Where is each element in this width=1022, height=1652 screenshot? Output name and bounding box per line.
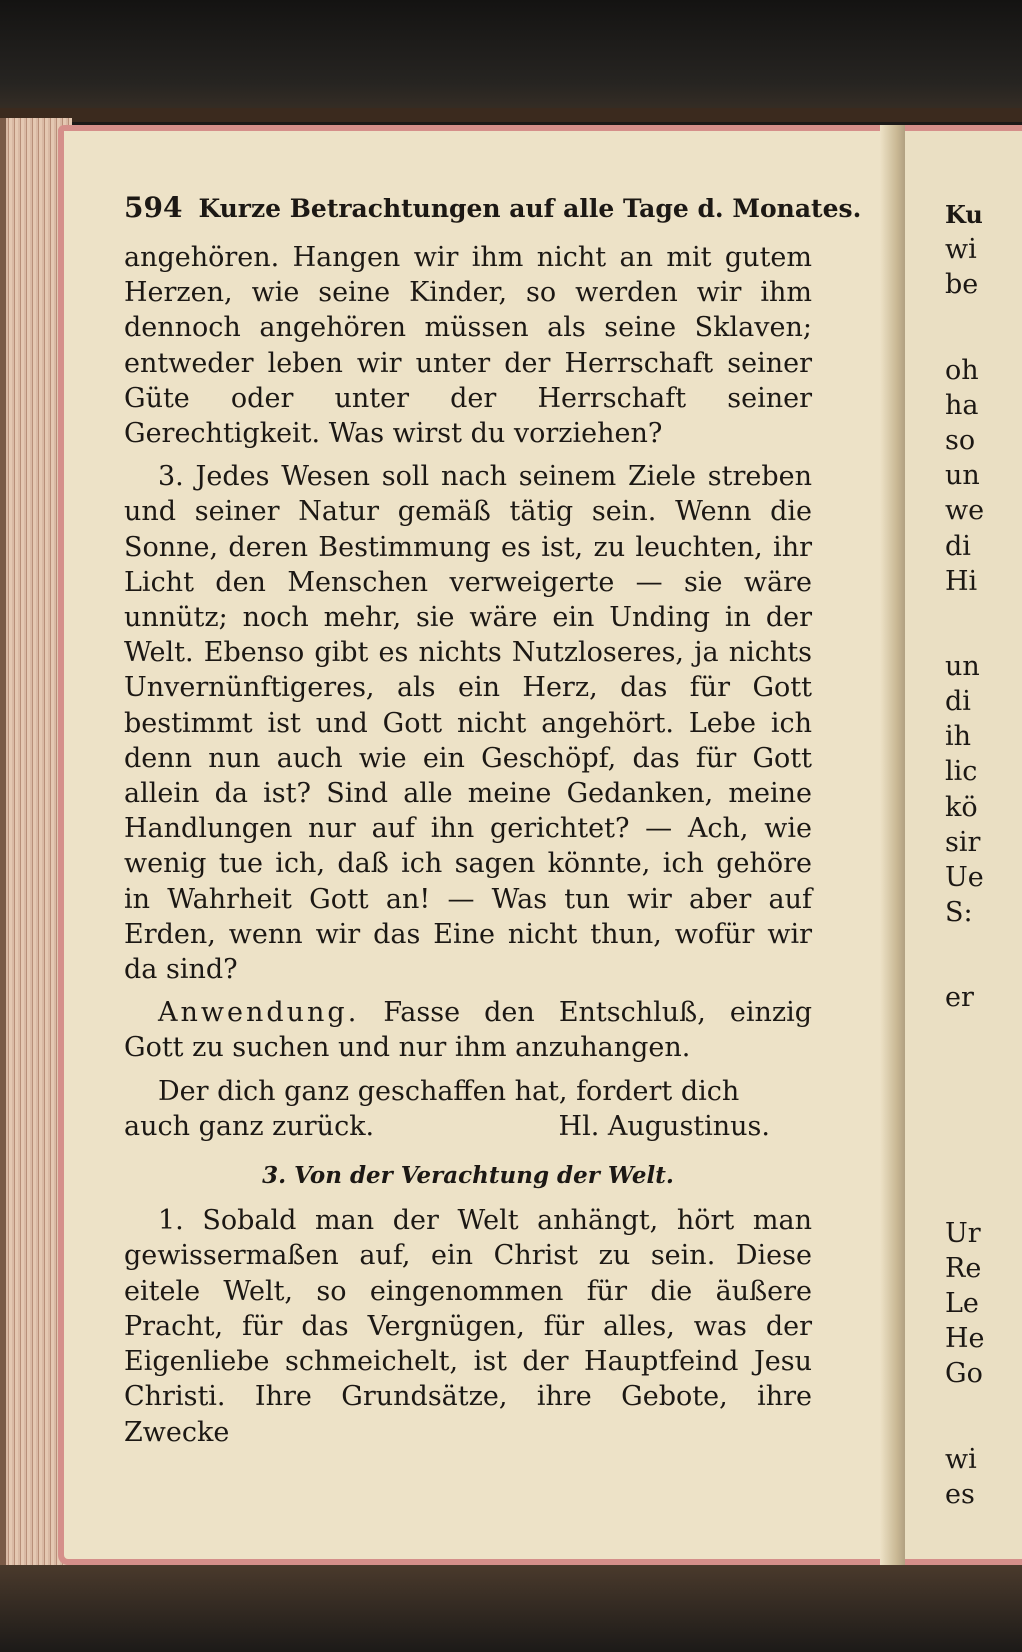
right-page-fragment: ha — [945, 389, 979, 421]
right-page-fragment: sir — [945, 826, 981, 858]
right-page-fragment: Go — [945, 1358, 983, 1390]
paragraph-section-3-point-1: 1. Sobald man der Welt anhängt, hört man gewissermaßen auf, ein Christ zu sein. Diese eitele Welt, so eingenommen für die äußere Pracht, für das Vergnügen, für alles, was der Eigenliebe schmeichelt, ist der Hauptfeind Jesu Christi. Ihre Grundsätze, ihre Gebote, ihre Zwecke — [124, 1205, 812, 1448]
running-head — [124, 190, 862, 240]
paragraph-point-3: 3. Jedes Wesen soll nach seinem Ziele streben und seiner Natur gemäß tätig sein. Wenn die Sonne, deren Bestimmung es ist, zu leuchten, ihr Licht den Menschen verweigerte — sie wäre unnütz; noch mehr, sie wäre ein Unding in der Welt. Ebenso gibt es nichts Nutzloseres, ja nichts Unvernünftigeres, als ein Herz, das für Gott bestimmt ist und Gott nicht angehört. Lebe ich denn nun auch wie ein Geschöpf, das für Gott allein da ist? Sind alle meine Gedanken, meine Handlungen nur auf ihn gerichtet? — Ach, wie wenig tue ich, daß ich sagen könnte, ich gehöre in Wahrheit Gott an! — Was tun wir aber auf Erden, wenn wir das Eine nicht thun, wofür wir da sind? — [124, 461, 812, 986]
quote-line-2 — [124, 1109, 812, 1144]
right-page-fragment: oh — [945, 354, 979, 386]
right-page — [905, 125, 1022, 1565]
right-page-fragment: Le — [945, 1287, 979, 1319]
application-label: Anwendung. — [158, 997, 360, 1029]
right-page-fragment: kö — [945, 791, 978, 823]
right-page-gap — [945, 599, 985, 649]
right-page-fragment: Ue — [945, 862, 984, 893]
right-page-fragment: un — [945, 460, 980, 492]
quote-author: Hl. Augustinus. — [558, 1110, 770, 1142]
right-page-gap — [945, 1016, 985, 1066]
book-gutter — [880, 125, 908, 1565]
book-cover-edge — [0, 108, 1022, 122]
section-title: 3. Von der Verachtung der Welt. — [262, 1162, 674, 1190]
right-page-fragment: di — [945, 686, 971, 718]
right-page-fragment: un — [945, 650, 980, 682]
right-page-gap — [945, 930, 985, 980]
dark-background-top — [0, 0, 1022, 118]
right-page-fragment: wi — [945, 1443, 977, 1475]
right-page-fragment: He — [945, 1323, 985, 1355]
running-head-title: Kurze Betrachtungen auf alle Tage d. Monates. — [198, 194, 862, 223]
right-page-fragment: lic — [945, 756, 978, 788]
right-page-fragment: ih — [945, 721, 972, 753]
right-page-gap — [945, 1066, 985, 1116]
right-page-fragment: di — [945, 530, 971, 562]
right-page-fragment: S: — [945, 897, 973, 929]
right-page-fragment: Hi — [945, 565, 978, 597]
right-page-fragment: Ur — [945, 1217, 981, 1249]
right-page-fragment: be — [945, 269, 979, 301]
right-page-fragment: Re — [945, 1252, 982, 1284]
right-page-gap — [945, 1166, 985, 1216]
right-page-fragment: so — [945, 424, 976, 456]
quote-text-end: auch ganz zurück. — [124, 1110, 375, 1142]
dark-background-bottom — [0, 1565, 1022, 1652]
left-page-text — [124, 190, 862, 1458]
right-page-text-fragments — [945, 197, 985, 1512]
right-page-fragment: es — [945, 1478, 975, 1510]
application-paragraph — [124, 995, 812, 1065]
paragraph-continuation: angehören. Hangen wir ihm nicht an mit gutem Herzen, wie seine Kinder, so werden wir ihm dennoch angehören müssen als seine Sklaven; entweder leben wir unter der Herrschaft seiner Güte oder unter der Herrschaft seiner Gerechtigkeit. Was wirst du vorziehen? — [124, 242, 812, 450]
right-page-fragment: Ku — [945, 200, 983, 229]
right-page-fragment: we — [945, 495, 985, 527]
page-number: 594 — [124, 191, 183, 224]
quote-line-1: Der dich ganz geschaffen hat, fordert dich — [158, 1075, 740, 1107]
right-page-fragment: wi — [945, 234, 977, 266]
right-page-fragment: er — [945, 982, 974, 1014]
right-page-gap — [945, 1116, 985, 1166]
application-text: Fasse den Entschluß, einzig Gott zu suchen und nur ihm anzuhangen. — [124, 997, 812, 1064]
right-page-gap — [945, 303, 985, 353]
right-page-gap — [945, 1392, 985, 1442]
